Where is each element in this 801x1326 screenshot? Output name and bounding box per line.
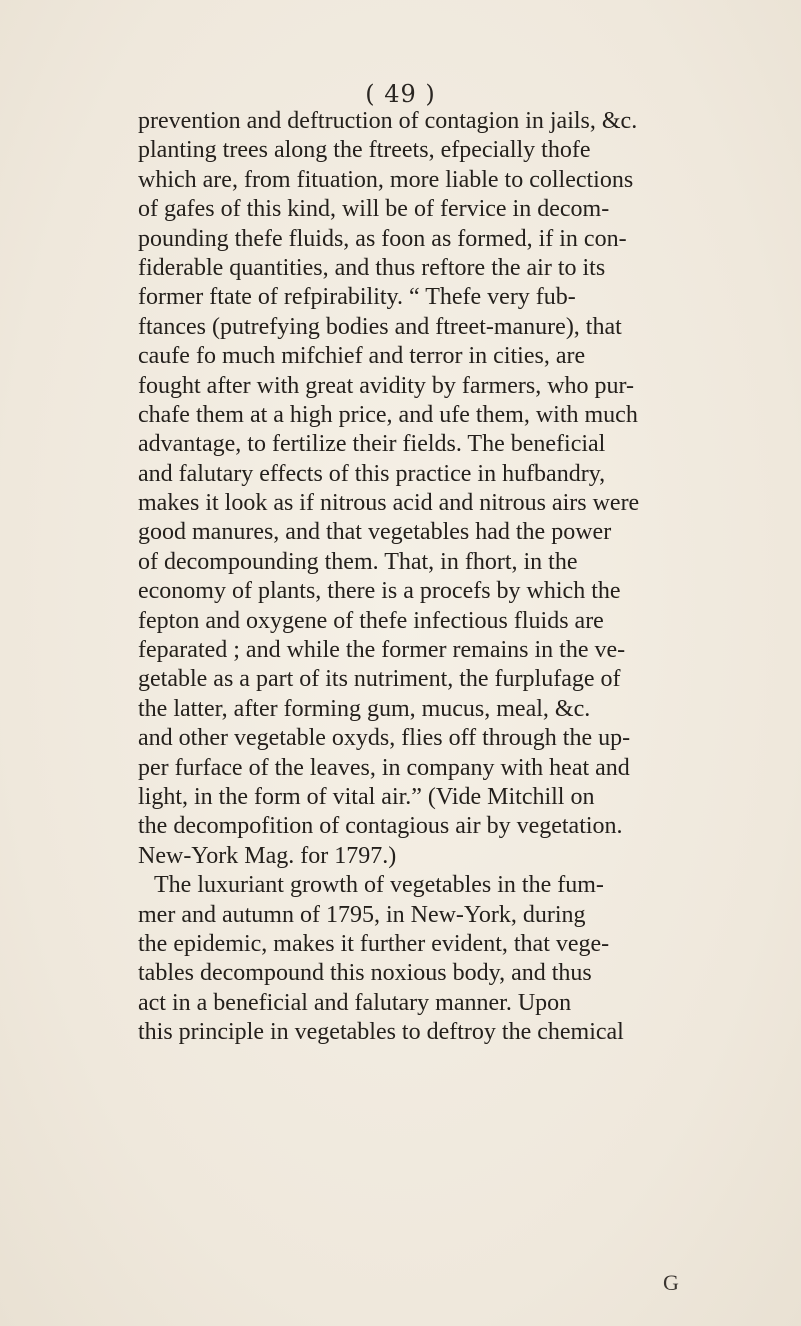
text-line: getable as a part of its nutriment, the furplufage of <box>138 666 621 693</box>
text-line: mer and autumn of 1795, in New-York, during <box>138 901 586 928</box>
text-line: advantage, to fertilize their fields. The beneficial <box>138 431 606 458</box>
text-line: and falutary effects of this practice in hufbandry, <box>138 460 606 487</box>
text-line: of decompounding them. That, in fhort, in the <box>138 548 578 575</box>
text-line: fepton and oxygene of thefe infectious fluids are <box>138 607 604 634</box>
text-line: chafe them at a high price, and ufe them, with much <box>138 401 638 428</box>
text-line: tables decompound this noxious body, and thus <box>138 960 592 987</box>
text-line: the epidemic, makes it further evident, that vege- <box>138 930 610 957</box>
signature-mark: G <box>663 1270 679 1295</box>
text-line: which are, from fituation, more liable to collections <box>138 166 634 193</box>
text-line: act in a beneficial and falutary manner. Upon <box>138 989 572 1016</box>
text-line: former ftate of refpirability. “ Thefe very fub- <box>138 284 576 311</box>
text-line: pounding thefe fluids, as foon as formed, if in con- <box>138 225 627 252</box>
text-line: fiderable quantities, and thus reftore the air to its <box>138 254 606 281</box>
text-line: feparated ; and while the former remains in the ve- <box>138 637 626 664</box>
text-line: economy of plants, there is a procefs by which the <box>138 578 621 605</box>
text-line: The luxuriant growth of vegetables in the fum- <box>154 872 604 899</box>
text-line: the decompofition of contagious air by vegetation. <box>138 813 623 840</box>
text-line: good manures, and that vegetables had the power <box>138 519 612 546</box>
page-number: ( 49 ) <box>365 80 436 108</box>
text-line: the latter, after forming gum, mucus, meal, &c. <box>138 695 591 722</box>
text-line: fought after with great avidity by farmers, who pur- <box>138 372 635 399</box>
text-line: and other vegetable oxyds, flies off through the up- <box>138 725 631 752</box>
text-line: caufe fo much mifchief and terror in cities, are <box>138 343 586 370</box>
text-line: makes it look as if nitrous acid and nitrous airs were <box>138 490 640 517</box>
text-line: this principle in vegetables to deftroy the chemical <box>138 1019 624 1046</box>
text-line: prevention and deftruction of contagion in jails, &c. <box>138 108 638 134</box>
body-text <box>138 107 801 1048</box>
text-line: planting trees along the ftreets, efpecially thofe <box>138 137 591 164</box>
text-line: of gafes of this kind, will be of fervice in decom- <box>138 196 610 223</box>
text-line: ftances (putrefying bodies and ftreet-manure), that <box>138 313 622 340</box>
text-line: light, in the form of vital air.” (Vide Mitchill on <box>138 783 595 810</box>
text-line: New-York Mag. for 1797.) <box>138 842 397 869</box>
text-line: per furface of the leaves, in company with heat and <box>138 754 630 781</box>
